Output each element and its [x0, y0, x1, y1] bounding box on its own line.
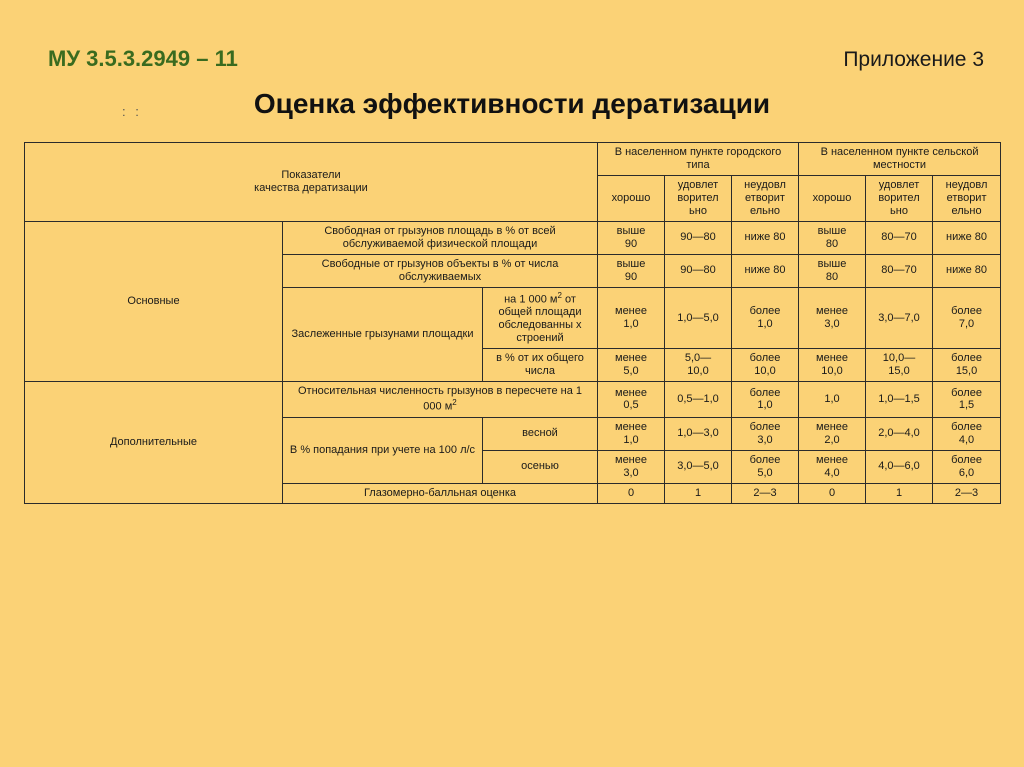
cell-value: 90—80 [665, 221, 732, 254]
group-label-main: Основные [25, 221, 283, 381]
cell-value: более 15,0 [933, 349, 1001, 382]
cell-value: 0 [598, 483, 665, 503]
cell-value: менее 1,0 [598, 417, 665, 450]
cell-value: 2—3 [732, 483, 799, 503]
cell-value: 2,0—4,0 [866, 417, 933, 450]
cell-value: ниже 80 [732, 221, 799, 254]
cell-value: 90—80 [665, 254, 732, 287]
cell-value: 1,0—3,0 [665, 417, 732, 450]
cell-value: 1 [866, 483, 933, 503]
cell-value: выше 80 [799, 221, 866, 254]
cell-value: менее 4,0 [799, 450, 866, 483]
cell-value: 1,0—1,5 [866, 382, 933, 418]
cell-value: 80—70 [866, 254, 933, 287]
cell-value: более 10,0 [732, 349, 799, 382]
cell-value: более 1,0 [732, 382, 799, 418]
cell-value: 3,0—5,0 [665, 450, 732, 483]
cell-value: менее 1,0 [598, 287, 665, 349]
cell-value: 1,0 [799, 382, 866, 418]
row-label-traced-areas: Заслеженные грызунами площадки [283, 287, 483, 381]
indicator-header-line2: качества дератизации [254, 181, 368, 194]
grade-header-urban-unsatisfactory: неудовл етворит ельно [732, 175, 799, 221]
table-header-row-1 [25, 143, 1001, 176]
row-sublabel-spring: весной [483, 417, 598, 450]
grade-header-rural-unsatisfactory: неудовл етворит ельно [933, 175, 1001, 221]
row-label-free-area: Свободная от грызунов площадь в % от всей обслуживаемой физической площади [283, 221, 598, 254]
cell-value: 1 [665, 483, 732, 503]
cell-value: 2—3 [933, 483, 1001, 503]
row-label-relative-abundance: Относительная численность грызунов в пересчете на 1 000 $м^2$ [283, 382, 598, 418]
cell-value: ниже 80 [732, 254, 799, 287]
cell-value: более 1,0 [732, 287, 799, 349]
cell-value: более 6,0 [933, 450, 1001, 483]
cell-value: менее 5,0 [598, 349, 665, 382]
grade-header-rural-satisfactory: удовлет ворител ьно [866, 175, 933, 221]
cell-value: ниже 80 [933, 221, 1001, 254]
page-title: Оценка эффективности дератизации [253, 88, 771, 119]
cell-value: 3,0—7,0 [866, 287, 933, 349]
table-row [25, 221, 1001, 254]
table-row [25, 382, 1001, 418]
indicator-header-line1: Показатели [281, 168, 341, 181]
cell-value: более 5,0 [732, 450, 799, 483]
cell-value: выше 80 [799, 254, 866, 287]
cell-value: 80—70 [866, 221, 933, 254]
decorative-dots: : : [122, 104, 142, 119]
row-label-trap-percent: В % попадания при учете на 100 л/с [283, 417, 483, 483]
appendix-label: Приложение 3 [843, 48, 984, 71]
document-code: МУ 3.5.3.2949 – 11 [48, 46, 238, 71]
grade-header-rural-good: хорошо [799, 175, 866, 221]
cell-value: более 3,0 [732, 417, 799, 450]
row-sublabel-per-1000m2: на 1 000 $м^2$ от общей площади обследованны х строений [483, 287, 598, 349]
cell-value: ниже 80 [933, 254, 1001, 287]
row-label-visual-score: Глазомерно-балльная оценка [283, 483, 598, 503]
cell-value: выше 90 [598, 254, 665, 287]
row-sublabel-percent-total: в % от их общего числа [483, 349, 598, 382]
grade-header-urban-satisfactory: удовлет ворител ьно [665, 175, 732, 221]
indicator-header [25, 143, 598, 222]
group-label-additional: Дополнительные [25, 382, 283, 503]
cell-value: более 1,5 [933, 382, 1001, 418]
cell-value: более 4,0 [933, 417, 1001, 450]
cell-value: 0,5—1,0 [665, 382, 732, 418]
cell-value: 0 [799, 483, 866, 503]
row-sublabel-autumn: осенью [483, 450, 598, 483]
group-header-rural: В населенном пункте сельской местности [799, 143, 1001, 176]
cell-value: 10,0— 15,0 [866, 349, 933, 382]
row-label-free-objects: Свободные от грызунов объекты в % от числа обслуживаемых [283, 254, 598, 287]
cell-value: менее 10,0 [799, 349, 866, 382]
slide-header [0, 46, 1024, 80]
effectiveness-table [24, 142, 1001, 504]
cell-value: менее 3,0 [799, 287, 866, 349]
cell-value: более 7,0 [933, 287, 1001, 349]
cell-value: 4,0—6,0 [866, 450, 933, 483]
cell-value: менее 3,0 [598, 450, 665, 483]
cell-value: 5,0— 10,0 [665, 349, 732, 382]
group-header-urban: В населенном пункте городского типа [598, 143, 799, 176]
cell-value: менее 2,0 [799, 417, 866, 450]
cell-value: менее 0,5 [598, 382, 665, 418]
grade-header-urban-good: хорошо [598, 175, 665, 221]
cell-value: 1,0—5,0 [665, 287, 732, 349]
cell-value: выше 90 [598, 221, 665, 254]
